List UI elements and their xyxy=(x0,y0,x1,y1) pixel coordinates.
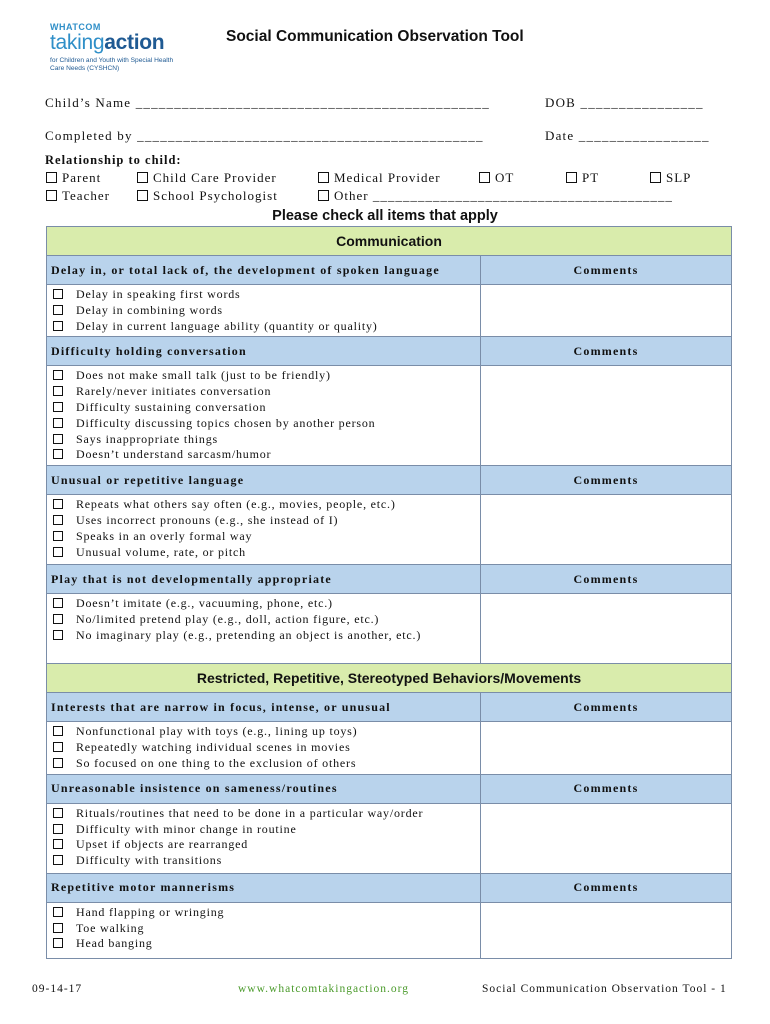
checkbox[interactable] xyxy=(53,547,63,557)
comments-box[interactable] xyxy=(481,803,732,873)
checkbox[interactable] xyxy=(137,172,148,183)
checkbox[interactable] xyxy=(53,598,63,608)
option-label: Child Care Provider xyxy=(153,170,277,185)
item-label: Uses incorrect pronouns (e.g., she instead of I) xyxy=(76,513,339,528)
checklist-item[interactable] xyxy=(53,303,480,319)
item-label: Repeats what others say often (e.g., movies, people, etc.) xyxy=(76,497,396,512)
dob-field[interactable]: DOB ________________ xyxy=(545,95,704,110)
date-field[interactable]: Date _________________ xyxy=(545,128,710,143)
checklist-item[interactable] xyxy=(53,806,480,822)
item-label: Doesn’t understand sarcasm/humor xyxy=(76,447,272,462)
checklist-item[interactable] xyxy=(53,319,480,335)
group-heading: Difficulty holding conversation xyxy=(47,337,481,366)
footer-url[interactable]: www.whatcomtakingaction.org xyxy=(238,983,410,995)
option-label: OT xyxy=(495,170,515,185)
checklist-item[interactable] xyxy=(53,724,480,740)
instruction: Please check all items that apply xyxy=(272,208,498,224)
item-label: Difficulty with minor change in routine xyxy=(76,821,297,836)
logo-line-1: WHATCOM xyxy=(50,22,101,32)
checklist-item[interactable] xyxy=(53,822,480,838)
option-other[interactable] xyxy=(318,188,673,204)
footer-page-label: Social Communication Observation Tool - 1 xyxy=(482,983,727,995)
section-header-communication: Communication xyxy=(47,227,732,256)
checklist-item[interactable] xyxy=(53,756,480,772)
group-heading: Delay in, or total lack of, the development of spoken language xyxy=(47,256,481,285)
checklist-item[interactable] xyxy=(53,740,480,756)
logo xyxy=(50,22,180,73)
item-label: Difficulty discussing topics chosen by another person xyxy=(76,415,376,430)
option-label: Other ________________________________________ xyxy=(334,188,673,203)
comments-heading: Comments xyxy=(481,873,732,902)
checkbox[interactable] xyxy=(53,402,63,412)
child-name-field[interactable]: Child’s Name ______________________________________________ xyxy=(45,95,490,110)
checkbox[interactable] xyxy=(53,434,63,444)
checkbox[interactable] xyxy=(46,172,57,183)
option-label: Parent xyxy=(62,170,102,185)
option-child-care-provider[interactable] xyxy=(137,170,277,186)
checkbox[interactable] xyxy=(479,172,490,183)
checkbox[interactable] xyxy=(53,289,63,299)
logo-word-action: action xyxy=(104,31,165,54)
item-label: Rituals/routines that need to be done in a particular way/order xyxy=(76,805,424,820)
section-header-restricted-behaviors: Restricted, Repetitive, Stereotyped Behaviors/Movements xyxy=(47,664,732,693)
item-label: Doesn’t imitate (e.g., vacuuming, phone, etc.) xyxy=(76,596,333,611)
item-label: No imaginary play (e.g., pretending an object is another, etc.) xyxy=(76,627,422,642)
checkbox[interactable] xyxy=(53,907,63,917)
checkbox[interactable] xyxy=(53,808,63,818)
checkbox[interactable] xyxy=(318,190,329,201)
item-label: Delay in current language ability (quantity or quality) xyxy=(76,318,378,333)
item-label: Upset if objects are rearranged xyxy=(76,837,249,852)
item-list xyxy=(47,495,481,565)
checkbox[interactable] xyxy=(53,515,63,525)
item-label: Difficulty with transitions xyxy=(76,853,223,868)
checklist-item[interactable] xyxy=(53,400,480,416)
checkbox[interactable] xyxy=(53,418,63,428)
option-school-psychologist[interactable] xyxy=(137,188,278,204)
checklist-item[interactable] xyxy=(53,368,480,384)
checkbox[interactable] xyxy=(650,172,661,183)
option-slp[interactable] xyxy=(650,170,691,186)
item-list xyxy=(47,902,481,958)
item-label: Rarely/never initiates conversation xyxy=(76,384,272,399)
comments-heading: Comments xyxy=(481,256,732,285)
checklist-item[interactable] xyxy=(53,596,480,612)
option-parent[interactable] xyxy=(46,170,101,186)
checkbox[interactable] xyxy=(53,531,63,541)
logo-word-taking: taking xyxy=(50,31,105,54)
comments-box[interactable] xyxy=(481,594,732,664)
logo-wordmark xyxy=(50,32,180,54)
checklist-item[interactable] xyxy=(53,497,480,513)
item-list xyxy=(47,722,481,774)
comments-box[interactable] xyxy=(481,722,732,774)
checkbox[interactable] xyxy=(53,370,63,380)
checkbox[interactable] xyxy=(53,758,63,768)
option-pt[interactable] xyxy=(566,170,599,186)
checkbox[interactable] xyxy=(318,172,329,183)
checkbox[interactable] xyxy=(53,742,63,752)
checklist-item[interactable] xyxy=(53,837,480,853)
checkbox[interactable] xyxy=(53,630,63,640)
option-medical-provider[interactable] xyxy=(318,170,441,186)
group-heading: Repetitive motor mannerisms xyxy=(47,873,481,902)
comments-heading: Comments xyxy=(481,774,732,803)
option-teacher[interactable] xyxy=(46,188,110,204)
checklist-item[interactable] xyxy=(53,936,480,952)
checkbox[interactable] xyxy=(53,449,63,459)
footer-date-code: 09-14-17 xyxy=(32,983,83,995)
checklist-item[interactable] xyxy=(53,921,480,937)
checklist-item[interactable] xyxy=(53,287,480,303)
checklist-item[interactable] xyxy=(53,612,480,628)
comments-box[interactable] xyxy=(481,366,732,466)
item-label: Repeatedly watching individual scenes in movies xyxy=(76,740,351,755)
item-list xyxy=(47,803,481,873)
item-label: Difficulty sustaining conversation xyxy=(76,399,267,414)
checklist-item[interactable] xyxy=(53,384,480,400)
group-heading: Interests that are narrow in focus, intense, or unusual xyxy=(47,693,481,722)
page-title: Social Communication Observation Tool xyxy=(226,28,524,45)
option-ot[interactable] xyxy=(479,170,514,186)
relationship-label: Relationship to child: xyxy=(45,153,182,167)
comments-heading: Comments xyxy=(481,565,732,594)
checklist-item[interactable] xyxy=(53,529,480,545)
item-label: Unusual volume, rate, or pitch xyxy=(76,544,246,559)
checklist-item[interactable] xyxy=(53,905,480,921)
checkbox[interactable] xyxy=(46,190,57,201)
logo-tagline: for Children and Youth with Special Health Care Needs (CYSHCN) xyxy=(50,57,174,72)
checkbox[interactable] xyxy=(137,190,148,201)
item-label: Nonfunctional play with toys (e.g., lining up toys) xyxy=(76,724,358,739)
checkbox[interactable] xyxy=(53,614,63,624)
item-label: Delay in combining words xyxy=(76,302,223,317)
checkbox[interactable] xyxy=(53,839,63,849)
option-label: School Psychologist xyxy=(153,188,278,203)
item-label: Delay in speaking first words xyxy=(76,287,241,301)
item-label: No/limited pretend play (e.g., doll, action figure, etc.) xyxy=(76,612,380,627)
checkbox[interactable] xyxy=(53,321,63,331)
option-label: SLP xyxy=(666,170,692,185)
checkbox[interactable] xyxy=(566,172,577,183)
comments-heading: Comments xyxy=(481,693,732,722)
checkbox[interactable] xyxy=(53,305,63,315)
item-label: Toe walking xyxy=(76,920,145,935)
item-label: Hand flapping or wringing xyxy=(76,904,225,919)
item-label: Speaks in an overly formal way xyxy=(76,528,253,543)
checkbox[interactable] xyxy=(53,938,63,948)
comments-box[interactable] xyxy=(481,902,732,958)
observation-table xyxy=(46,226,732,959)
item-list xyxy=(47,594,481,664)
group-heading: Play that is not developmentally appropriate xyxy=(47,565,481,594)
checklist-item[interactable] xyxy=(53,545,480,561)
option-label: Medical Provider xyxy=(334,170,441,185)
item-list xyxy=(47,285,481,337)
option-label: PT xyxy=(582,170,600,185)
comments-box[interactable] xyxy=(481,285,732,337)
checkbox[interactable] xyxy=(53,923,63,933)
item-label: Does not make small talk (just to be friendly) xyxy=(76,368,331,383)
checkbox[interactable] xyxy=(53,499,63,509)
checkbox[interactable] xyxy=(53,726,63,736)
group-heading: Unusual or repetitive language xyxy=(47,466,481,495)
checkbox[interactable] xyxy=(53,386,63,396)
checklist-item[interactable] xyxy=(53,853,480,869)
checkbox[interactable] xyxy=(53,824,63,834)
comments-heading: Comments xyxy=(481,466,732,495)
comments-heading: Comments xyxy=(481,337,732,366)
item-label: Head banging xyxy=(76,936,153,951)
comments-box[interactable] xyxy=(481,495,732,565)
checklist-item[interactable] xyxy=(53,628,480,644)
item-label: Says inappropriate things xyxy=(76,431,218,446)
group-heading: Unreasonable insistence on sameness/routines xyxy=(47,774,481,803)
checkbox[interactable] xyxy=(53,855,63,865)
checklist-item[interactable] xyxy=(53,447,480,463)
completed-by-field[interactable]: Completed by _____________________________________________ xyxy=(45,128,484,143)
item-label: So focused on one thing to the exclusion of others xyxy=(76,755,357,770)
checklist-item[interactable] xyxy=(53,432,480,448)
checklist-item[interactable] xyxy=(53,513,480,529)
item-list xyxy=(47,366,481,466)
checklist-item[interactable] xyxy=(53,416,480,432)
option-label: Teacher xyxy=(62,188,110,203)
